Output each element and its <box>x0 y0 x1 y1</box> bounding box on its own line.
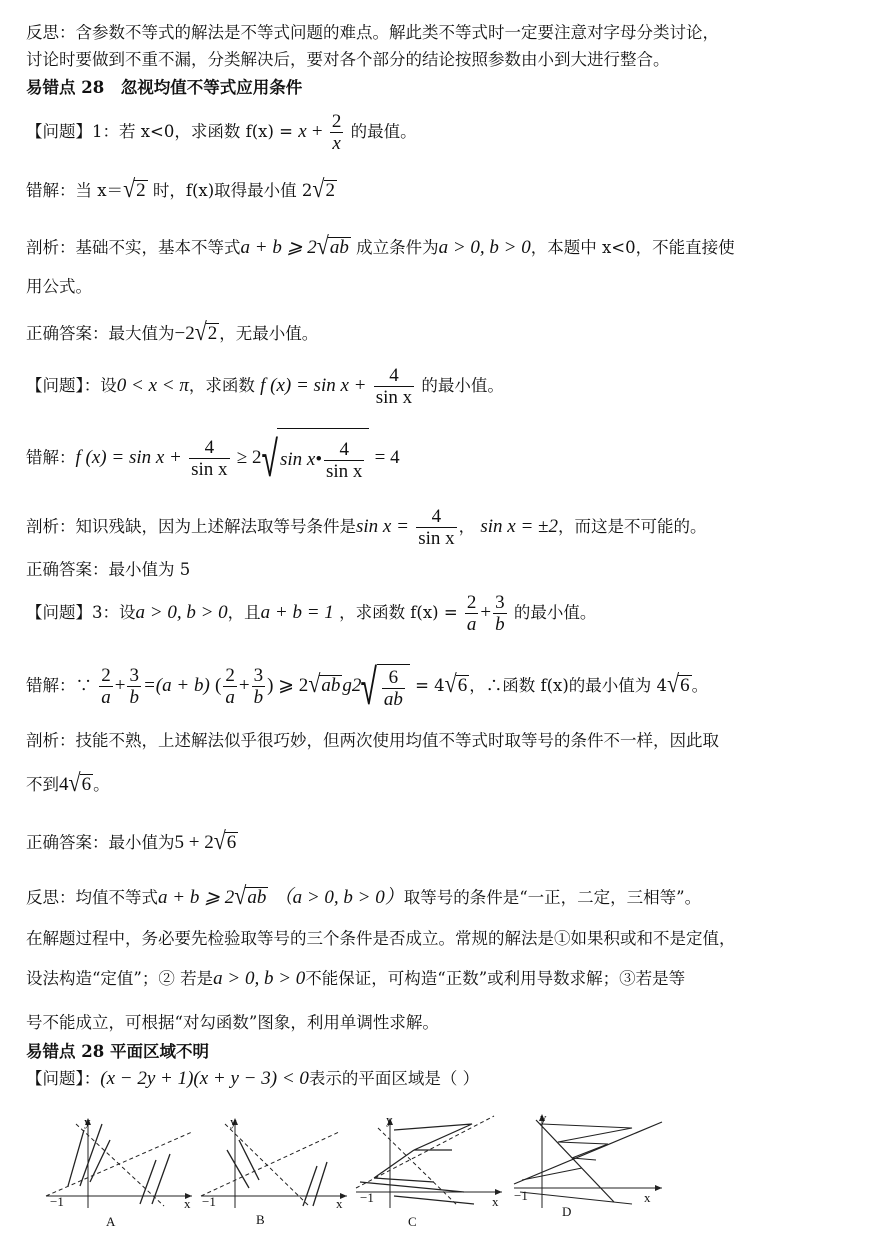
fraction: $\frac{2}{a}$ <box>225 665 235 708</box>
reflection-line-2: 讨论时要做到不重不漏，分类解决后，要对各个部分的结论按照参数由小到大进行整合。 <box>26 50 670 69</box>
axis-label: x <box>492 1194 499 1209</box>
axis-label: x <box>644 1190 651 1205</box>
sqrt: √ab <box>234 881 267 910</box>
axis-label: −1 <box>202 1194 216 1209</box>
sqrt: √ab <box>316 231 349 260</box>
axis-label: x <box>336 1196 343 1211</box>
correct-answer-3: 正确答案：最小值为5 + 2√6 <box>26 826 237 855</box>
axis-label: x <box>184 1196 191 1211</box>
fraction: $\frac{4}{\text{sin x}}$ <box>375 365 413 408</box>
axis-label: y <box>386 1112 393 1127</box>
question-3: 【问题】3：设a > 0, b > 0，且a + b = 1 ，求函数 f(x) = $\frac{2}{a}$ + $\frac{3}{b}$ 的最小值。 <box>26 592 597 635</box>
section-heading-2: 易错点 28 平面区域不明 <box>26 1042 209 1061</box>
sqrt: √6 <box>667 669 690 698</box>
figure-label-c: C <box>408 1214 417 1229</box>
fraction: $\frac{6}{ab}$ <box>383 666 403 710</box>
reflection-2-line-4: 号不能成立，可根据“对勾函数”图象，利用单调性求解。 <box>26 1013 439 1032</box>
fraction: $\frac{2}{a}$ <box>466 592 477 635</box>
section-heading-1: 易错点 28 忽视均值不等式应用条件 <box>26 78 303 97</box>
fraction: $\frac{4}{\text{sin x}}$ <box>191 437 228 480</box>
analysis-3-line-1: 剖析：技能不熟，上述解法似乎很巧妙，但两次使用均值不等式时取等号的条件不一样，因此取 <box>26 731 719 750</box>
sqrt: √6 <box>444 669 468 698</box>
analysis-1: 剖析：基础不实，基本不等式a + b ⩾ 2√ab 成立条件为a > 0, b > 0，本题中 x<0，不能直接使 <box>26 231 735 260</box>
reflection-2-line-2: 在解题过程中，务必要先检验取等号的三个条件是否成立。常规的解法是①如果积或和不是定值， <box>26 929 736 948</box>
axis-label: −1 <box>50 1194 64 1209</box>
wrong-solution-2: 错解：f (x) = sin x + $\frac{4}{\text{sin x}}$ ≥ 2 √ sin x• $\frac{4}{\text{sin x}}$ = 4 <box>26 429 400 488</box>
fraction: $\frac{2}{x}$ <box>331 111 342 154</box>
axis-label: y <box>230 1114 237 1129</box>
fraction: $\frac{3}{b}$ <box>129 665 139 708</box>
sqrt: √6 <box>213 826 237 855</box>
figure-a <box>44 1110 194 1210</box>
analysis-1-line-2: 用公式。 <box>26 277 92 296</box>
reflection-line-1: 反思：含参数不等式的解法是不等式问题的难点。解此类不等式时一定要注意对字母分类讨论， <box>26 23 719 42</box>
answer-figures <box>44 1110 684 1236</box>
fraction: $\frac{4}{\text{sin x}}$ <box>418 506 455 549</box>
sqrt: √2 <box>312 174 335 203</box>
sqrt: √2 <box>123 174 146 203</box>
sqrt: √ab <box>308 669 341 698</box>
axis-label: y <box>84 1114 91 1129</box>
question-4: 【问题】：(x − 2y + 1)(x + y − 3) < 0表示的平面区域是（ ） <box>26 1068 480 1089</box>
question-2: 【问题】：设0 < x < π，求函数 f (x) = sin x + $\frac{4}{\text{sin x}}$ 的最小值。 <box>26 365 504 408</box>
analysis-3-line-2: 不到4√6 。 <box>26 768 110 797</box>
question-1: 【问题】1：若 x<0，求函数 f(x) = x + $\frac{2}{x}$ 的最值。 <box>26 111 417 154</box>
figure-b <box>199 1110 349 1210</box>
fraction: $\frac{2}{a}$ <box>101 665 111 708</box>
figure-c <box>354 1110 504 1210</box>
reflection-2-line-3: 设法构造“定值”；② 若是a > 0, b > 0不能保证，可构造“正数”或利用导数求解；③若是等 <box>26 968 686 989</box>
reflection-2-line-1: 反思：均值不等式a + b ⩾ 2√ab （a > 0, b > 0）取等号的条件是“一正，二定，三相等”。 <box>26 881 702 910</box>
fraction: $\frac{4}{\text{sin x}}$ <box>325 438 363 482</box>
sqrt: √ $\frac{6}{ab}$ <box>361 662 409 712</box>
correct-answer-1: 正确答案：最大值为−2√2 ，无最小值。 <box>26 317 319 346</box>
analysis-2: 剖析：知识残缺，因为上述解法取等号条件是sin x = $\frac{4}{\text{sin x}}$ ， sin x = ±2，而这是不可能的。 <box>26 506 707 549</box>
figure-label-a: A <box>106 1214 116 1229</box>
axis-label: y <box>540 1110 547 1125</box>
figure-label-b: B <box>256 1212 265 1227</box>
axis-label: −1 <box>514 1188 528 1203</box>
wrong-solution-3: 错解：∵ $\frac{2}{a}$ + $\frac{3}{b}$ =(a + b) ( $\frac{2}{a}$ + $\frac{3}{b}$ ) ⩾ 2√ab g2 √ $\frac{6}{ab}$ = 4√6 ，∴函数 f(x)的最小值为 4√6 。 <box>26 657 709 716</box>
fraction: $\frac{3}{b}$ <box>495 592 505 635</box>
fraction: $\frac{3}{b}$ <box>253 665 264 708</box>
sqrt: √2 <box>194 317 218 346</box>
correct-answer-2: 正确答案：最小值为 5 <box>26 560 191 579</box>
wrong-solution-1: 错解：当 x＝√2 时，f(x)取得最小值 2√2 <box>26 174 335 203</box>
axis-label: −1 <box>360 1190 374 1205</box>
sqrt: √6 <box>68 768 92 797</box>
sqrt: √ sin x• $\frac{4}{\text{sin x}}$ <box>262 428 370 489</box>
figure-label-d: D <box>562 1204 572 1219</box>
